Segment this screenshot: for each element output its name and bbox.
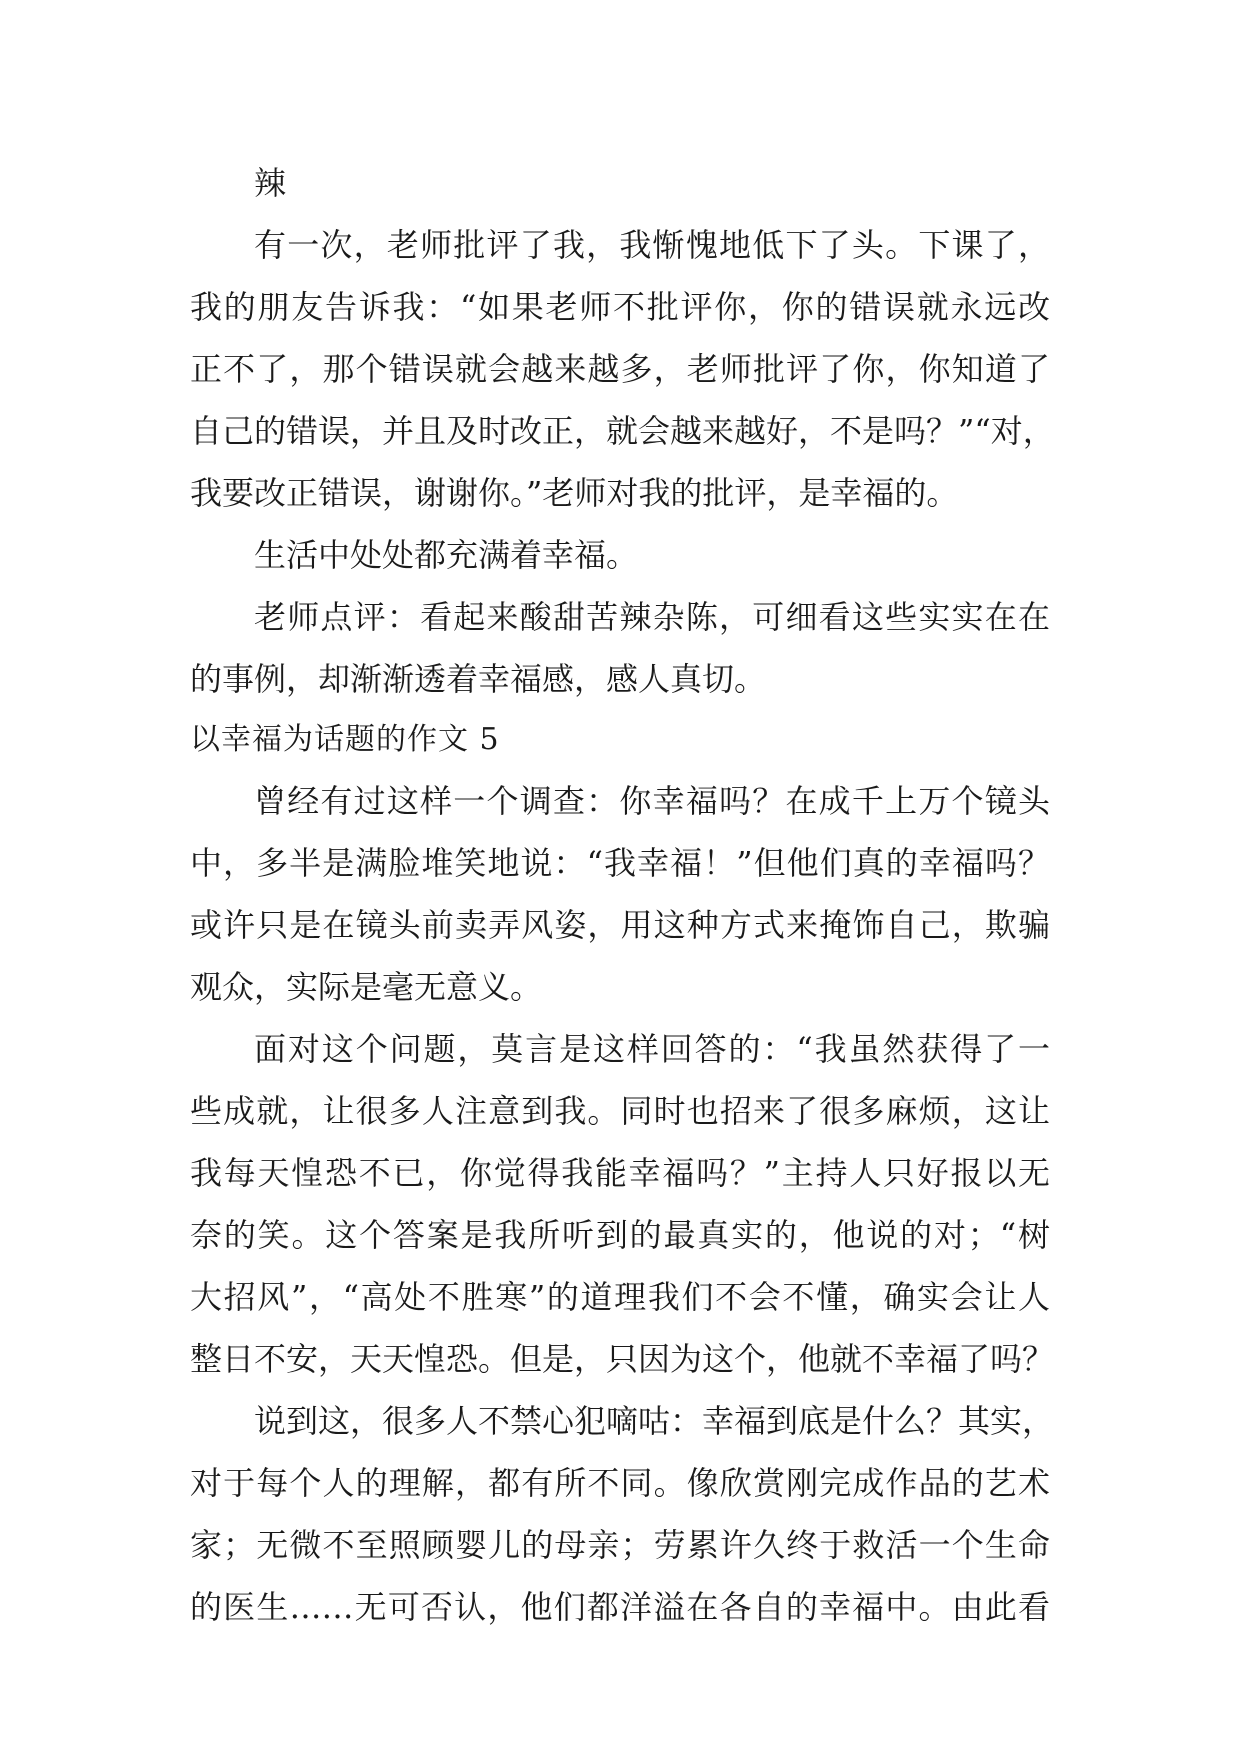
paragraph [190, 214, 1055, 524]
text-line: 的事例，却渐渐透着幸福感，感人真切。 [190, 660, 767, 698]
heading-text: 以幸福为话题的作文 5 [190, 722, 500, 757]
text-line: 生活中处处都充满着幸福。 [254, 536, 639, 574]
text-line: 家；无微不至照顾婴儿的母亲；劳累许久终于救活一个生命 [190, 1526, 1050, 1564]
text-line: 些成就，让很多人注意到我。同时也招来了很多麻烦，这让 [190, 1092, 1050, 1130]
text-line: 自己的错误，并且及时改正，就会越来越好，不是吗？”“对， [190, 412, 1055, 450]
paragraph [190, 586, 1050, 710]
text-line: 或许只是在镜头前卖弄风姿，用这种方式来掩饰自己，欺骗 [190, 906, 1050, 944]
text-line: 我要改正错误，谢谢你。”老师对我的批评，是幸福的。 [190, 474, 959, 512]
paragraph [190, 770, 1050, 1018]
text-line: 中，多半是满脸堆笑地说：“我幸福！”但他们真的幸福吗？ [190, 844, 1050, 882]
text-line: 整日不安，天天惶恐。但是，只因为这个，他就不幸福了吗？ [190, 1340, 1055, 1378]
text-line: 老师点评：看起来酸甜苦辣杂陈，可细看这些实实在在 [254, 598, 1050, 636]
text-line: 面对这个问题，莫言是这样回答的：“我虽然获得了一 [254, 1030, 1050, 1068]
section-heading [190, 710, 1050, 770]
paragraph [190, 1018, 1055, 1390]
text-line: 对于每个人的理解，都有所不同。像欣赏刚完成作品的艺术 [190, 1464, 1050, 1502]
text-line: 正不了，那个错误就会越来越多，老师批评了你，你知道了 [190, 350, 1050, 388]
text-line: 曾经有过这样一个调查：你幸福吗？在成千上万个镜头 [254, 782, 1050, 820]
text-line: 奈的笑。这个答案是我所听到的最真实的，他说的对；“树 [190, 1216, 1050, 1254]
paragraph [190, 152, 1050, 214]
text-line: 的医生……无可否认，他们都洋溢在各自的幸福中。由此看 [190, 1588, 1050, 1626]
paragraph [190, 524, 1050, 586]
text-line: 观众，实际是毫无意义。 [190, 968, 543, 1006]
text-line: 我的朋友告诉我：“如果老师不批评你，你的错误就永远改 [190, 288, 1050, 326]
text-line: 说到这，很多人不禁心犯嘀咕：幸福到底是什么？其实， [254, 1402, 1055, 1440]
paragraph [190, 1390, 1055, 1638]
essay-body [190, 152, 1055, 1638]
text-line: 我每天惶恐不已，你觉得我能幸福吗？”主持人只好报以无 [190, 1154, 1050, 1192]
text-line: 大招风”，“高处不胜寒”的道理我们不会不懂，确实会让人 [190, 1278, 1050, 1316]
text-line: 辣 [254, 164, 287, 202]
text-line: 有一次，老师批评了我，我惭愧地低下了头。下课了， [254, 226, 1050, 264]
